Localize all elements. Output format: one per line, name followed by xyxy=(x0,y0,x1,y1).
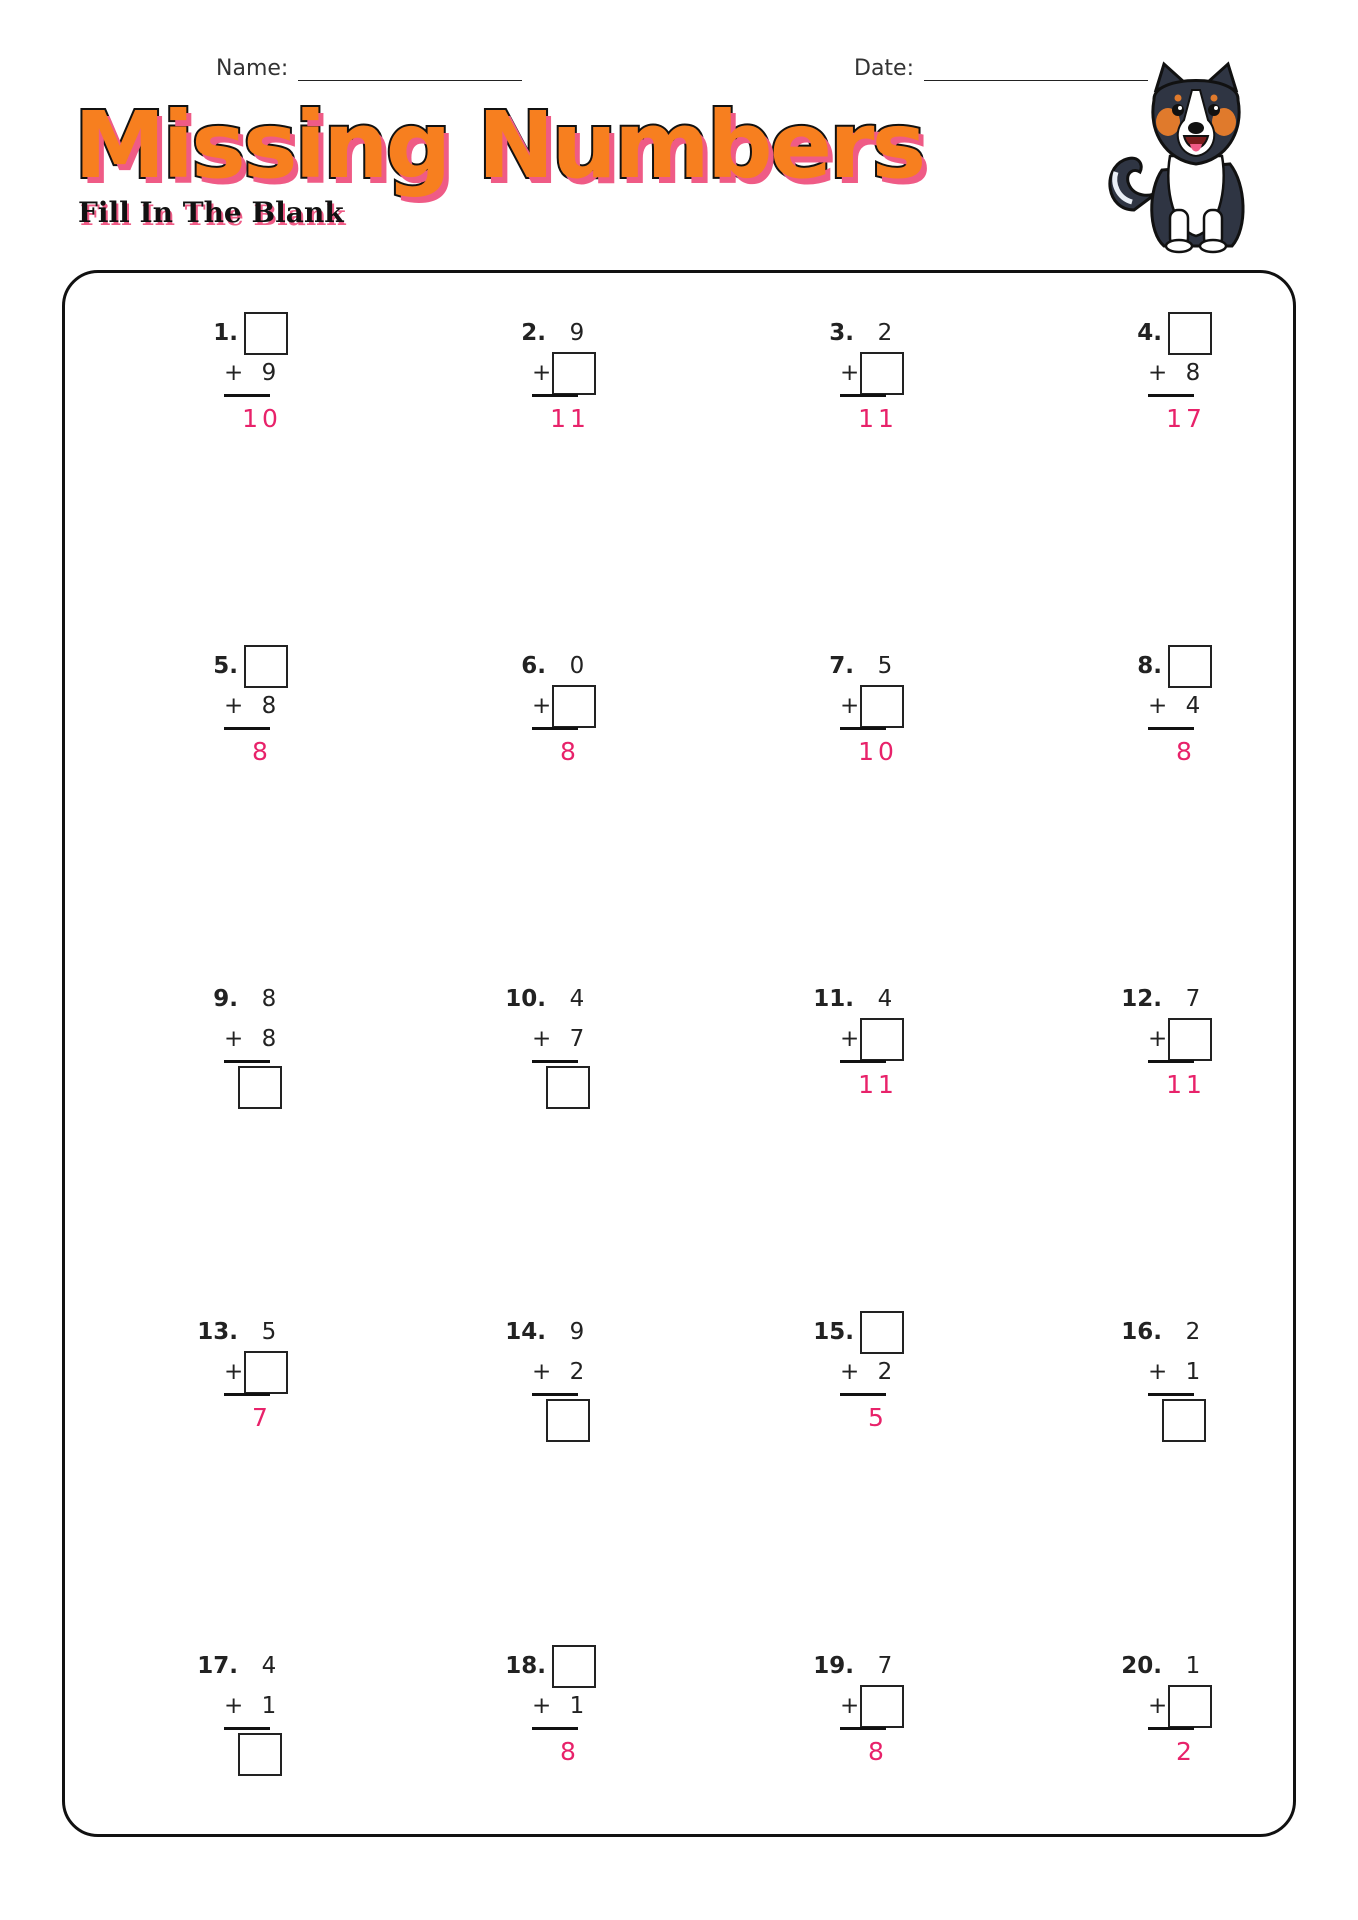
sum-line xyxy=(840,1060,886,1063)
sum-line xyxy=(224,727,270,730)
plus-sign: + xyxy=(224,1693,244,1719)
sum-line xyxy=(532,727,578,730)
plus-sign: + xyxy=(532,360,552,386)
problem-number: 8. xyxy=(1137,653,1162,679)
addend-number: 1 xyxy=(1185,1359,1201,1385)
plus-sign: + xyxy=(1148,693,1168,719)
addend-number: 7 xyxy=(569,1026,585,1052)
sum-number: 8 xyxy=(868,1737,888,1766)
top-number: 7 xyxy=(877,1653,893,1679)
answer-box[interactable] xyxy=(552,685,596,728)
sum-number: 8 xyxy=(252,737,272,766)
plus-sign: + xyxy=(1148,1359,1168,1385)
problem-number: 16. xyxy=(1121,1319,1162,1345)
sum-line xyxy=(840,727,886,730)
addend-number: 1 xyxy=(261,1693,277,1719)
sum-number: 17 xyxy=(1166,404,1206,433)
dog-illustration xyxy=(1104,60,1276,256)
problem-18 xyxy=(498,1645,618,1775)
problem-number: 3. xyxy=(829,320,854,346)
top-number: 0 xyxy=(569,653,585,679)
problem-number: 9. xyxy=(213,986,238,1012)
top-number: 4 xyxy=(261,1653,277,1679)
sum-number: 5 xyxy=(868,1403,888,1432)
addend-number: 2 xyxy=(569,1359,585,1385)
addend-number: 9 xyxy=(261,360,277,386)
problem-10 xyxy=(498,978,618,1108)
answer-box[interactable] xyxy=(552,352,596,395)
name-field[interactable] xyxy=(216,55,522,81)
problem-6 xyxy=(498,645,618,775)
sum-number: 11 xyxy=(1166,1070,1206,1099)
top-number: 2 xyxy=(877,320,893,346)
plus-sign: + xyxy=(840,360,860,386)
problem-8 xyxy=(1114,645,1234,775)
addend-number: 4 xyxy=(1185,693,1201,719)
answer-box[interactable] xyxy=(546,1066,590,1109)
answer-box[interactable] xyxy=(1168,312,1212,355)
sum-number: 8 xyxy=(1176,737,1196,766)
problem-number: 6. xyxy=(521,653,546,679)
answer-box[interactable] xyxy=(244,1351,288,1394)
problem-7 xyxy=(806,645,926,775)
sum-line xyxy=(1148,1393,1194,1396)
sum-line xyxy=(1148,1727,1194,1730)
name-line[interactable] xyxy=(298,55,522,81)
problem-16 xyxy=(1114,1311,1234,1441)
problem-11 xyxy=(806,978,926,1108)
plus-sign: + xyxy=(840,1693,860,1719)
sum-number: 2 xyxy=(1176,1737,1196,1766)
problem-number: 1. xyxy=(213,320,238,346)
plus-sign: + xyxy=(1148,360,1168,386)
problem-number: 10. xyxy=(505,986,546,1012)
problem-13 xyxy=(190,1311,310,1441)
answer-box[interactable] xyxy=(860,1311,904,1354)
sum-line xyxy=(840,1727,886,1730)
answer-box[interactable] xyxy=(238,1066,282,1109)
problem-number: 12. xyxy=(1121,986,1162,1012)
addend-number: 2 xyxy=(877,1359,893,1385)
sum-line xyxy=(1148,1060,1194,1063)
answer-box[interactable] xyxy=(860,1018,904,1061)
sum-number: 11 xyxy=(858,404,898,433)
addend-number: 8 xyxy=(261,693,277,719)
sum-number: 11 xyxy=(550,404,590,433)
problem-number: 19. xyxy=(813,1653,854,1679)
problem-number: 11. xyxy=(813,986,854,1012)
problem-number: 13. xyxy=(197,1319,238,1345)
sum-line xyxy=(1148,727,1194,730)
problem-15 xyxy=(806,1311,926,1441)
plus-sign: + xyxy=(532,1693,552,1719)
plus-sign: + xyxy=(224,1026,244,1052)
top-number: 5 xyxy=(877,653,893,679)
problem-number: 17. xyxy=(197,1653,238,1679)
sum-line xyxy=(224,394,270,397)
plus-sign: + xyxy=(532,1359,552,1385)
plus-sign: + xyxy=(224,360,244,386)
addend-number: 8 xyxy=(261,1026,277,1052)
top-number: 4 xyxy=(877,986,893,1012)
plus-sign: + xyxy=(224,693,244,719)
answer-box[interactable] xyxy=(1162,1399,1206,1442)
top-number: 9 xyxy=(569,320,585,346)
problem-number: 7. xyxy=(829,653,854,679)
date-label: Date: xyxy=(854,56,914,81)
addend-number: 8 xyxy=(1185,360,1201,386)
problem-20 xyxy=(1114,1645,1234,1775)
page-subtitle: Fill In The Blank xyxy=(78,196,344,229)
plus-sign: + xyxy=(532,1026,552,1052)
problem-number: 14. xyxy=(505,1319,546,1345)
sum-line xyxy=(224,1727,270,1730)
sum-number: 11 xyxy=(858,1070,898,1099)
sum-line xyxy=(224,1060,270,1063)
answer-box[interactable] xyxy=(1168,1018,1212,1061)
top-number: 7 xyxy=(1185,986,1201,1012)
answer-box[interactable] xyxy=(860,1685,904,1728)
top-number: 2 xyxy=(1185,1319,1201,1345)
top-number: 5 xyxy=(261,1319,277,1345)
answer-box[interactable] xyxy=(860,352,904,395)
problem-number: 15. xyxy=(813,1319,854,1345)
plus-sign: + xyxy=(1148,1693,1168,1719)
sum-line xyxy=(532,394,578,397)
top-number: 9 xyxy=(569,1319,585,1345)
top-number: 4 xyxy=(569,986,585,1012)
problem-number: 18. xyxy=(505,1653,546,1679)
sum-line xyxy=(224,1393,270,1396)
sum-number: 8 xyxy=(560,1737,580,1766)
addend-number: 1 xyxy=(569,1693,585,1719)
plus-sign: + xyxy=(840,1359,860,1385)
problem-3 xyxy=(806,312,926,442)
sum-number: 10 xyxy=(858,737,898,766)
sum-line xyxy=(840,394,886,397)
plus-sign: + xyxy=(532,693,552,719)
name-label: Name: xyxy=(216,56,289,81)
answer-box[interactable] xyxy=(1168,645,1212,688)
sum-line xyxy=(532,1727,578,1730)
problem-5 xyxy=(190,645,310,775)
answer-box[interactable] xyxy=(244,645,288,688)
problem-2 xyxy=(498,312,618,442)
sum-line xyxy=(840,1393,886,1396)
answer-box[interactable] xyxy=(1168,1685,1212,1728)
problem-14 xyxy=(498,1311,618,1441)
problem-number: 20. xyxy=(1121,1653,1162,1679)
sum-line xyxy=(532,1393,578,1396)
problem-1 xyxy=(190,312,310,442)
answer-box[interactable] xyxy=(244,312,288,355)
answer-box[interactable] xyxy=(860,685,904,728)
problem-4 xyxy=(1114,312,1234,442)
problem-number: 2. xyxy=(521,320,546,346)
top-number: 1 xyxy=(1185,1653,1201,1679)
plus-sign: + xyxy=(224,1359,244,1385)
problem-number: 5. xyxy=(213,653,238,679)
plus-sign: + xyxy=(1148,1026,1168,1052)
sum-number: 8 xyxy=(560,737,580,766)
plus-sign: + xyxy=(840,693,860,719)
sum-line xyxy=(532,1060,578,1063)
problem-12 xyxy=(1114,978,1234,1108)
answer-box[interactable] xyxy=(546,1399,590,1442)
page-title: Missing Numbers xyxy=(74,92,924,199)
top-number: 8 xyxy=(261,986,277,1012)
sum-line xyxy=(1148,394,1194,397)
plus-sign: + xyxy=(840,1026,860,1052)
problem-17 xyxy=(190,1645,310,1775)
sum-number: 7 xyxy=(252,1403,272,1432)
answer-box[interactable] xyxy=(238,1733,282,1776)
sum-number: 10 xyxy=(242,404,282,433)
answer-box[interactable] xyxy=(552,1645,596,1688)
problem-9 xyxy=(190,978,310,1108)
problem-number: 4. xyxy=(1137,320,1162,346)
problem-19 xyxy=(806,1645,926,1775)
